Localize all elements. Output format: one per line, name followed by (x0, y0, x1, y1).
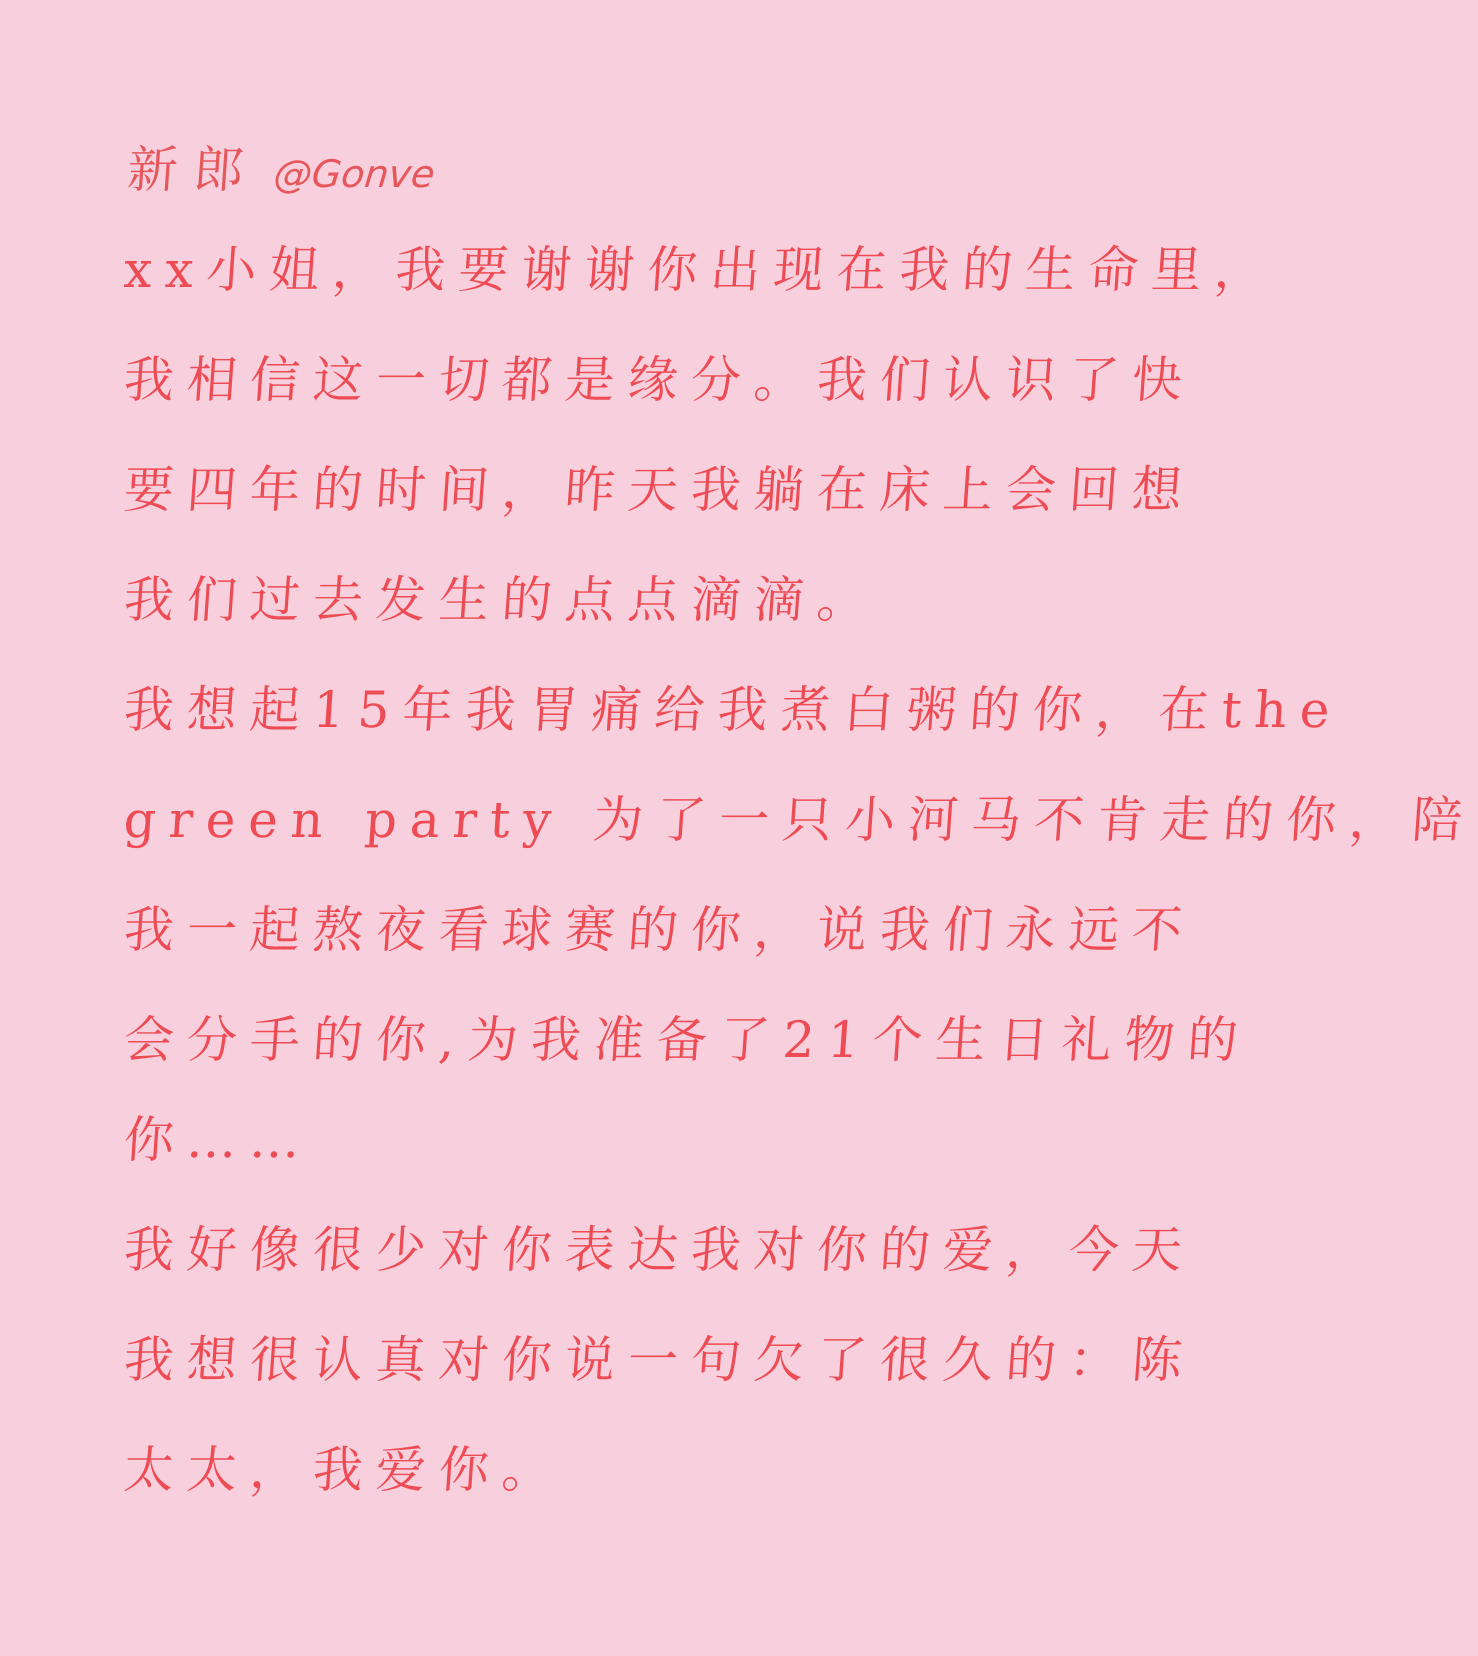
letter-line: 要四年的时间，昨天我躺在床上会回想 (121, 461, 1198, 519)
letter-line: xx小姐，我要谢谢你出现在我的生命里， (121, 241, 1280, 299)
letter-header (125, 130, 437, 200)
letter-line: 太太，我爱你。 (121, 1441, 568, 1499)
letter-line: 我想很认真对你说一句欠了很久的：陈 (121, 1331, 1198, 1389)
letter-line: 我想起15年我胃痛给我煮白粥的你，在the (121, 681, 1345, 739)
letter-line: 我们过去发生的点点滴滴。 (121, 571, 883, 629)
letter-line: green party 为了一只小河马不肯走的你，陪 (121, 791, 1478, 849)
letter-line: 我好像很少对你表达我对你的爱，今天 (121, 1221, 1198, 1279)
letter-line: 我相信这一切都是缘分。我们认识了快 (121, 351, 1198, 409)
letter-title: 新郎 (125, 141, 262, 199)
letter-line: 会分手的你,为我准备了21个生日礼物的 (121, 1011, 1253, 1069)
author-handle: @Gonve (271, 152, 437, 196)
letter-line: 我一起熬夜看球赛的你，说我们永远不 (121, 901, 1198, 959)
letter-line: 你…… (121, 1111, 316, 1169)
